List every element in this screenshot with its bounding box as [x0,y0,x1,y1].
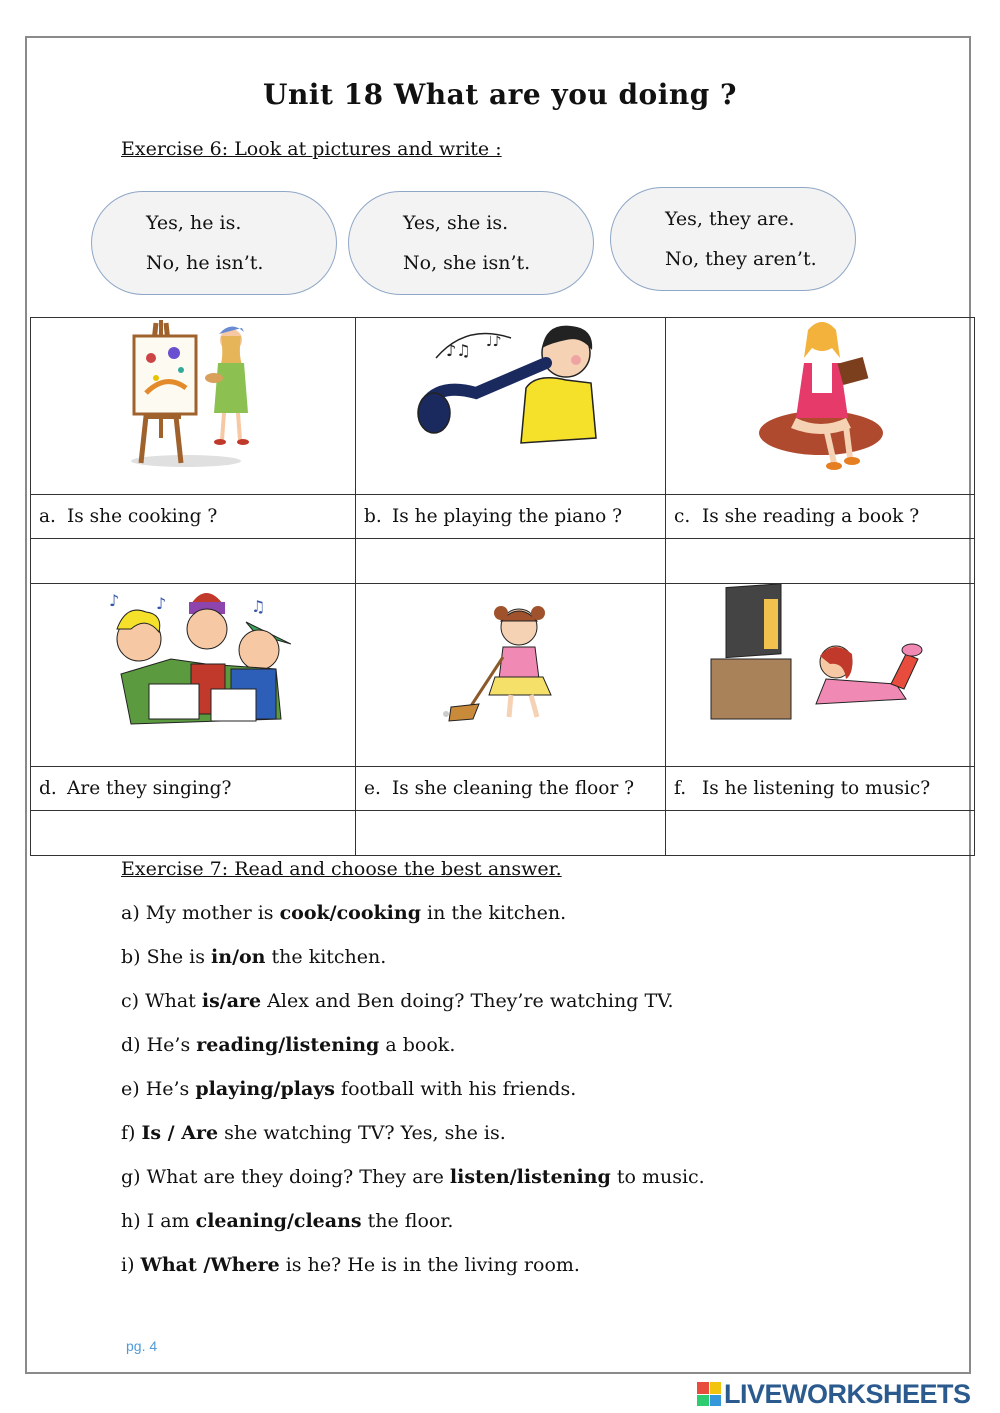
item-text-before: f) [121,1122,142,1144]
sweeping-girl-illustration [441,599,581,729]
question-text: Is he playing the piano ? [392,506,623,527]
picture-painting-girl [31,318,356,495]
item-text-before: d) He’s [121,1034,197,1056]
question-a [31,495,356,539]
question-b [356,495,666,539]
bubble-line-no: No, he isn’t. [146,252,264,274]
svg-text:♪♫: ♪♫ [446,341,471,360]
question-f [666,767,975,811]
exercise-6-table [30,317,975,856]
brand-name: LIVEWORKSHEETS [724,1378,971,1409]
question-letter: b. [364,506,382,527]
picture-saxophone-boy [356,318,666,495]
answer-field-e[interactable] [356,811,666,856]
exercise-7-heading: Exercise 7: Read and choose the best answer. [121,858,562,880]
bubble-line-no: No, they aren’t. [665,248,817,270]
choice-options[interactable]: in/on [211,946,266,968]
question-text: Is she reading a book ? [702,506,920,527]
choice-options[interactable]: reading/listening [196,1034,380,1056]
liveworksheets-brand[interactable] [697,1378,971,1410]
tv-boy-illustration [706,584,936,724]
choice-options[interactable]: What /Where [140,1254,280,1276]
bubble-line-no: No, she isn’t. [403,252,531,274]
choice-options[interactable]: listen/listening [449,1166,611,1188]
item-text-after: the floor. [361,1210,454,1232]
svg-text:♪: ♪ [109,591,120,610]
question-text: Is he listening to music? [702,778,931,799]
item-text-after: a book. [379,1034,456,1056]
question-text: Are they singing? [67,778,232,799]
svg-text:♩♪: ♩♪ [486,334,502,350]
svg-text:♫: ♫ [251,597,266,616]
picture-sweeping-girl [356,584,666,767]
choice-options[interactable]: playing/plays [195,1078,336,1100]
item-text-before: e) He’s [121,1078,196,1100]
item-text-after: she watching TV? Yes, she is. [218,1122,506,1144]
question-letter: a. [39,506,56,527]
answer-bubble-he [91,191,337,295]
reading-girl-illustration [756,318,886,478]
choice-options[interactable]: cook/cooking [279,902,421,924]
svg-text:♪: ♪ [156,594,167,613]
answer-field-c[interactable] [666,539,975,584]
picture-singing-kids [31,584,356,767]
answer-field-d[interactable] [31,811,356,856]
saxophone-boy-illustration [416,318,611,453]
item-text-after: in the kitchen. [421,902,567,924]
item-text-before: g) What are they doing? They are [121,1166,450,1188]
item-text-before: h) I am [121,1210,196,1232]
exercise-7-item-g [121,1166,705,1188]
bubble-line-yes: Yes, she is. [403,212,509,234]
answer-field-b[interactable] [356,539,666,584]
item-text-before: c) What [121,990,202,1012]
item-text-before: b) She is [121,946,212,968]
question-letter: f. [674,778,687,799]
exercise-7-item-i [121,1254,580,1276]
liveworksheets-logo-icon [697,1382,721,1406]
exercise-7-item-e [121,1078,576,1100]
exercise-7-item-a [121,902,566,924]
item-text-after: football with his friends. [335,1078,577,1100]
singing-kids-illustration [101,584,291,734]
item-text-after: the kitchen. [265,946,387,968]
question-text: Is she cooking ? [67,506,218,527]
item-text-after: Alex and Ben doing? They’re watching TV. [261,990,674,1012]
choice-options[interactable]: is/are [201,990,262,1012]
exercise-7-item-h [121,1210,453,1232]
item-text-after: is he? He is in the living room. [279,1254,580,1276]
item-text-after: to music. [610,1166,705,1188]
answer-bubble-they [610,187,856,291]
picture-tv-boy [666,584,975,767]
question-letter: d. [39,778,57,799]
answer-bubble-she [348,191,594,295]
exercise-6-heading: Exercise 6: Look at pictures and write : [121,138,502,160]
question-c [666,495,975,539]
item-text-before: a) My mother is [121,902,280,924]
question-letter: c. [674,506,691,527]
bubble-line-yes: Yes, he is. [146,212,242,234]
choice-options[interactable]: cleaning/cleans [195,1210,362,1232]
painting-girl-illustration [126,318,266,468]
page-number: pg. 4 [126,1338,158,1354]
exercise-7-item-f [121,1122,506,1144]
answer-field-a[interactable] [31,539,356,584]
choice-options[interactable]: Is / Are [141,1122,219,1144]
answer-field-f[interactable] [666,811,975,856]
bubble-line-yes: Yes, they are. [665,208,795,230]
picture-reading-girl [666,318,975,495]
exercise-7-item-c [121,990,674,1012]
question-text: Is she cleaning the floor ? [392,778,635,799]
item-text-before: i) [121,1254,141,1276]
question-letter: e. [364,778,381,799]
question-e [356,767,666,811]
exercise-7-item-b [121,946,386,968]
question-d [31,767,356,811]
page-title: Unit 18 What are you doing ? [263,78,737,111]
exercise-7-item-d [121,1034,455,1056]
